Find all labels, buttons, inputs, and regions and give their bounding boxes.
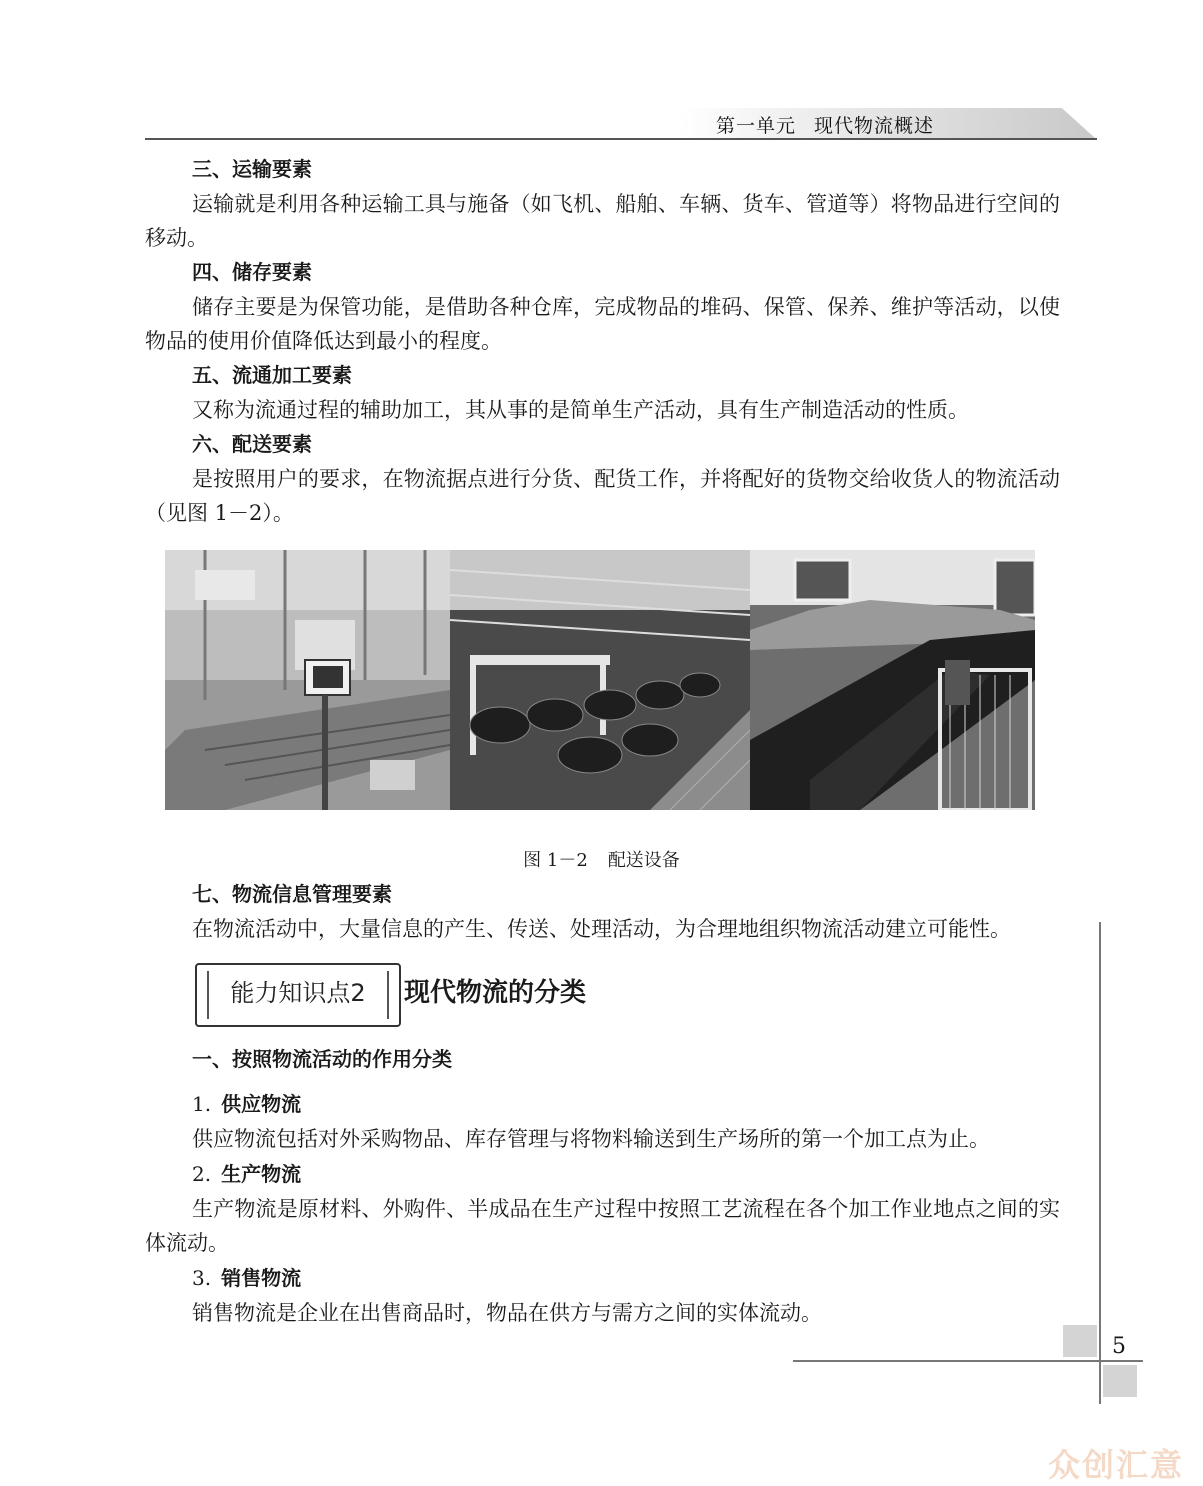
subsection-body: 供应物流包括对外采购物品、库存管理与将物料输送到生产场所的第一个加工点为止。: [192, 1127, 990, 1151]
section-seven: [145, 877, 1060, 946]
section-body: 运输就是利用各种运输工具与施备（如飞机、船舶、车辆、货车、管道等）将物品进行空间的移动。: [145, 192, 1060, 250]
subsection-body: 生产物流是原材料、外购件、半成品在生产过程中按照工艺流程在各个加工作业地点之间的实体流动。: [145, 1197, 1060, 1255]
corner-square: [1063, 1325, 1097, 1357]
subsection-heading: [145, 1156, 1060, 1192]
subsection-heading: [145, 1260, 1060, 1296]
corner-square: [1103, 1365, 1137, 1397]
page-number: 5: [1112, 1334, 1126, 1359]
knowledge-point-title: 现代物流的分类: [404, 978, 587, 1008]
figure-number: 图 1－2: [523, 850, 588, 871]
classification-section: [145, 1042, 1060, 1330]
subsection-number: 2.: [192, 1162, 212, 1186]
watermark-logo: 众创汇意: [1048, 1446, 1185, 1484]
subsection-number: 3.: [192, 1266, 212, 1290]
section-heading: 三、运输要素: [192, 157, 312, 181]
section-heading: 六、配送要素: [192, 432, 312, 456]
subsection-title: 生产物流: [221, 1162, 302, 1186]
header-rule: [145, 138, 1097, 140]
section-heading: 四、储存要素: [192, 260, 312, 284]
knowledge-point-label: 能力知识点2: [230, 979, 366, 1007]
photo-conveyor-hall: [165, 550, 450, 810]
photo-belt-conveyor: [750, 550, 1035, 810]
subsection-title: 供应物流: [221, 1092, 302, 1116]
subsection-title: 销售物流: [221, 1266, 302, 1290]
header-unit: 第一单元: [716, 115, 797, 137]
subsection-body: 销售物流是企业在出售商品时，物品在供方与需方之间的实体流动。: [192, 1301, 822, 1325]
section-body: 储存主要是为保管功能，是借助各种仓库，完成物品的堆码、保管、保养、维护等活动，以使物品的使用价值降低达到最小的程度。: [145, 295, 1060, 353]
running-header: [716, 111, 934, 138]
subsection-number: 1.: [192, 1092, 212, 1116]
figure-caption: [0, 846, 1203, 872]
main-content: [145, 152, 1060, 530]
frame-horizontal-line: [793, 1360, 1143, 1362]
section-heading: 五、流通加工要素: [192, 363, 352, 387]
classification-heading: 一、按照物流活动的作用分类: [192, 1047, 452, 1071]
photo-sorting-line: [450, 550, 750, 810]
header-title: 现代物流概述: [814, 115, 935, 137]
frame-vertical-line: [1099, 922, 1101, 1404]
subsection-heading: [145, 1086, 1060, 1122]
section-body: 在物流活动中，大量信息的产生、传送、处理活动，为合理地组织物流活动建立可能性。: [192, 917, 1011, 941]
figure-caption-text: 配送设备: [607, 850, 680, 871]
section-body: 又称为流通过程的辅助加工，其从事的是简单生产活动，具有生产制造活动的性质。: [192, 398, 969, 422]
section-heading: 七、物流信息管理要素: [192, 882, 392, 906]
section-body: 是按照用户的要求，在物流据点进行分货、配货工作，并将配好的货物交给收货人的物流活动（见图 1－2）。: [145, 467, 1060, 525]
figure-distribution-equipment: [165, 550, 1035, 810]
